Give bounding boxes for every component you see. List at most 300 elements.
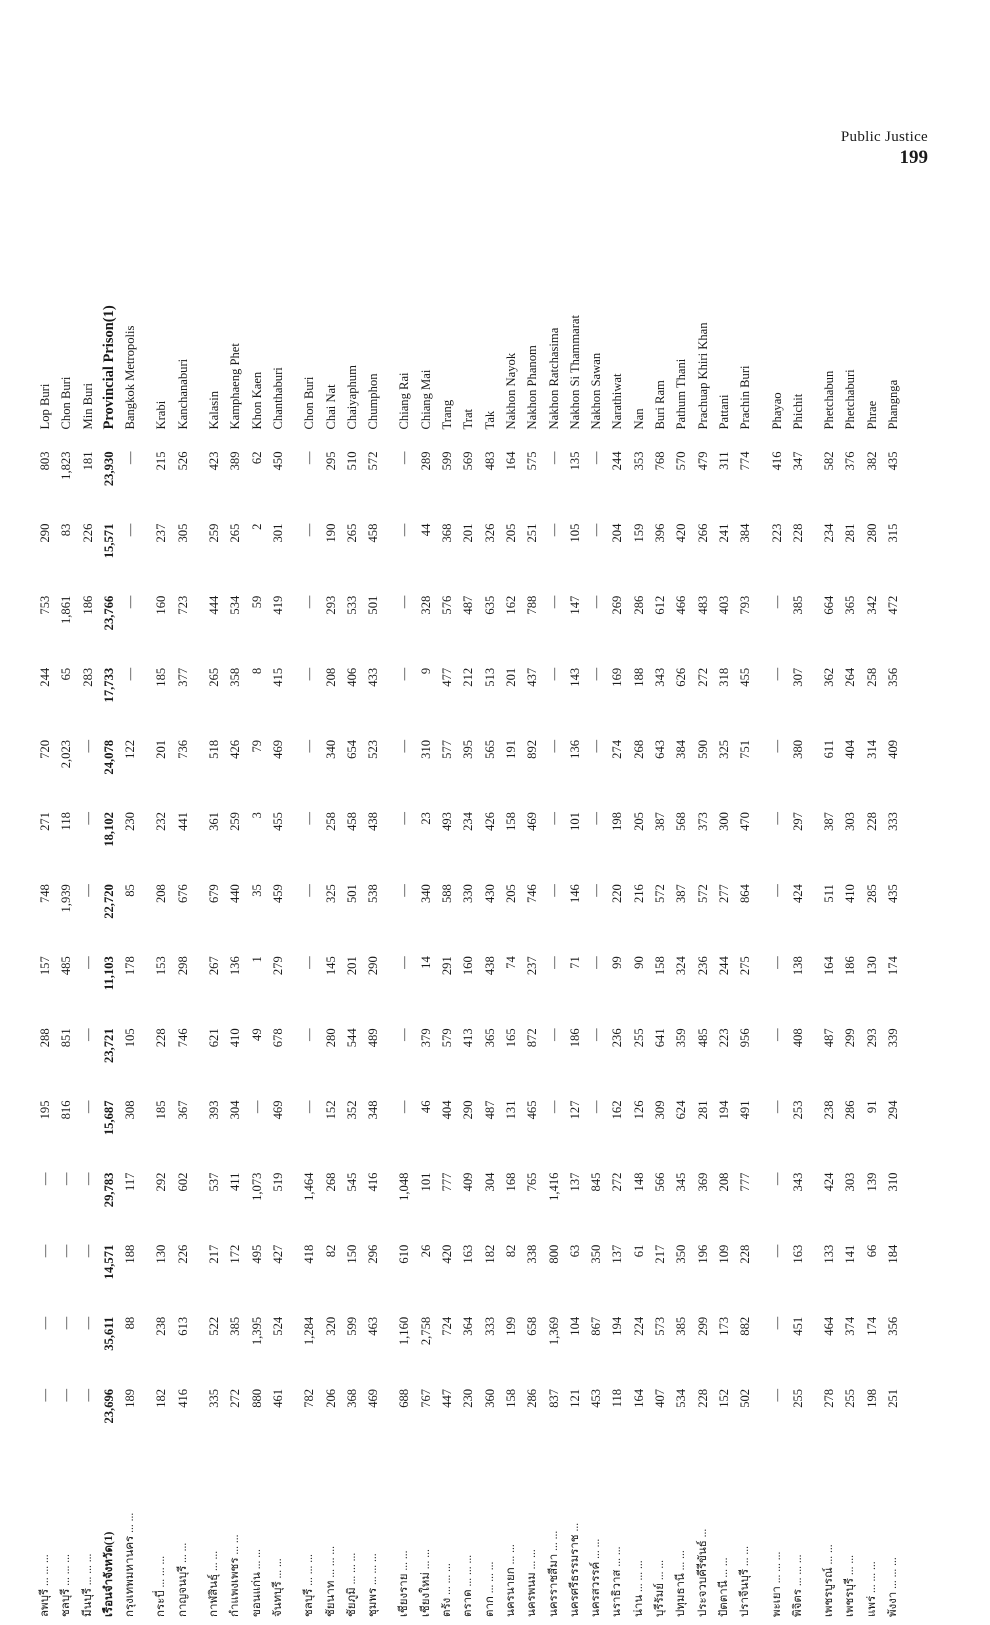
value-cell: 748 xyxy=(38,884,52,904)
value-cell: 872 xyxy=(525,1028,540,1048)
value-cell: 130 xyxy=(864,956,879,976)
english-name-cell: Nakhon Phanom xyxy=(525,345,540,430)
table-row xyxy=(735,195,756,1625)
value-cell: 281 xyxy=(843,523,858,543)
value-cell: 35,611 xyxy=(101,1316,116,1351)
value-cell: 1,416 xyxy=(546,1172,561,1201)
value-cell: 724 xyxy=(440,1316,455,1336)
value-cell: — xyxy=(397,451,412,465)
value-cell: 458 xyxy=(366,523,381,543)
value-cell: 2 xyxy=(249,523,264,530)
value-cell: 258 xyxy=(323,812,338,831)
value-cell: 137 xyxy=(610,1244,625,1264)
value-cell: 215 xyxy=(154,451,169,471)
value-cell: 602 xyxy=(175,1172,190,1192)
value-cell: 299 xyxy=(843,1028,858,1048)
value-cell: 641 xyxy=(653,1028,668,1048)
value-cell: 174 xyxy=(864,1316,879,1336)
english-name-cell: Chaiyaphum xyxy=(344,365,359,430)
value-cell: 426 xyxy=(482,812,497,831)
value-cell: 544 xyxy=(344,1028,359,1048)
value-cell: 1,939 xyxy=(59,884,74,913)
value-cell: 892 xyxy=(525,739,540,759)
value-cell: 109 xyxy=(716,1244,731,1264)
value-cell: 864 xyxy=(738,884,753,904)
value-cell: 362 xyxy=(822,667,837,687)
value-cell: 582 xyxy=(822,451,837,471)
value-cell: 495 xyxy=(249,1244,264,1264)
value-cell: 803 xyxy=(38,451,52,471)
value-cell: 430 xyxy=(482,884,497,904)
value-cell: 487 xyxy=(461,595,476,615)
value-cell: 303 xyxy=(843,812,858,831)
value-cell: 373 xyxy=(695,812,710,831)
value-cell: 612 xyxy=(653,595,668,615)
value-cell: 782 xyxy=(302,1388,317,1408)
value-cell: 339 xyxy=(885,1028,900,1048)
english-name-cell: Nakhon Nayok xyxy=(503,352,518,430)
value-cell: 139 xyxy=(864,1172,879,1192)
value-cell: 101 xyxy=(567,812,582,831)
value-cell: 1,160 xyxy=(397,1316,412,1346)
value-cell: 340 xyxy=(418,884,433,904)
value-cell: 365 xyxy=(843,595,858,615)
value-cell: — xyxy=(302,523,317,537)
value-cell: 14 xyxy=(418,956,433,969)
value-cell: — xyxy=(397,667,412,681)
value-cell: — xyxy=(397,812,412,825)
value-cell: 63 xyxy=(567,1244,582,1258)
value-cell: 483 xyxy=(482,451,497,471)
value-cell: 309 xyxy=(653,1100,668,1120)
table-row xyxy=(247,195,268,1625)
english-name-cell: Phetchabun xyxy=(822,370,837,430)
english-name-cell: Pathum Thani xyxy=(674,358,689,430)
page-number: 199 xyxy=(899,147,928,168)
value-cell: 793 xyxy=(738,595,753,615)
value-cell: 224 xyxy=(631,1316,646,1336)
value-cell: 158 xyxy=(503,1388,518,1408)
value-cell: 364 xyxy=(461,1316,476,1336)
value-cell: 217 xyxy=(207,1244,222,1264)
thai-name-cell: ปราจีนบุรี ... ... xyxy=(739,1545,752,1617)
value-cell: 201 xyxy=(154,739,169,759)
value-cell: 281 xyxy=(695,1100,710,1120)
english-name-cell: Min Buri xyxy=(80,382,95,430)
value-cell: 1 xyxy=(249,956,264,963)
value-cell: — xyxy=(397,739,412,753)
table-row xyxy=(120,195,141,1625)
table-row xyxy=(522,195,543,1625)
thai-name-cell: เชียงใหม่ ... ... xyxy=(419,1549,432,1617)
value-cell: 158 xyxy=(503,812,518,831)
value-cell: 410 xyxy=(843,884,858,904)
value-cell: 105 xyxy=(123,1028,138,1048)
value-cell: 519 xyxy=(270,1172,285,1192)
value-cell: 485 xyxy=(59,956,74,976)
value-cell: — xyxy=(546,1028,561,1041)
value-cell: 182 xyxy=(482,1244,497,1264)
value-cell: 524 xyxy=(270,1316,285,1336)
value-cell: 403 xyxy=(716,595,731,615)
value-cell: 572 xyxy=(366,451,381,471)
value-cell: 255 xyxy=(631,1028,646,1048)
value-cell: 304 xyxy=(228,1100,243,1120)
value-cell: 226 xyxy=(80,523,95,543)
value-cell: — xyxy=(546,956,561,969)
value-cell: 118 xyxy=(59,812,74,831)
value-cell: — xyxy=(589,1100,604,1114)
english-name-cell: Trang xyxy=(440,399,455,430)
value-cell: 570 xyxy=(674,451,689,471)
english-name-cell: Bangkok Metropolis xyxy=(123,325,138,430)
value-cell: 298 xyxy=(175,956,190,976)
value-cell: 15,687 xyxy=(101,1100,116,1136)
thai-name-cell: กาฬสินธุ์ ... ... xyxy=(208,1550,221,1617)
english-name-cell: Phetchaburi xyxy=(843,369,858,430)
english-name-cell: Chumphon xyxy=(366,373,381,430)
value-cell: 816 xyxy=(59,1100,74,1120)
value-cell: 676 xyxy=(175,884,190,904)
value-cell: 469 xyxy=(366,1388,381,1408)
value-cell: 626 xyxy=(674,667,689,687)
value-cell: 275 xyxy=(738,956,753,976)
value-cell: 314 xyxy=(864,739,879,759)
value-cell: 654 xyxy=(344,739,359,759)
table-row xyxy=(458,195,479,1625)
value-cell: 18,102 xyxy=(101,812,116,847)
value-cell: 91 xyxy=(864,1100,879,1114)
thai-name-cell: จันทบุรี ... ... xyxy=(271,1558,284,1617)
value-cell: 470 xyxy=(738,812,753,831)
value-cell: 135 xyxy=(567,451,582,471)
value-cell: 174 xyxy=(885,956,900,976)
thai-name-cell: นครราชสีมา ... ... xyxy=(547,1530,560,1617)
value-cell: 90 xyxy=(631,956,646,969)
value-cell: 624 xyxy=(674,1100,689,1120)
value-cell: 59 xyxy=(249,595,264,609)
value-cell: 162 xyxy=(610,1100,625,1120)
value-cell: 17,733 xyxy=(101,667,116,703)
thai-name-cell: กาญจนบุรี ... ... xyxy=(176,1542,189,1617)
value-cell: 259 xyxy=(207,523,222,543)
value-cell: 385 xyxy=(790,595,805,615)
value-cell: 269 xyxy=(610,595,625,615)
thai-name-cell: นราธิวาส ... ... xyxy=(611,1546,624,1617)
value-cell: 419 xyxy=(270,595,285,615)
value-cell: 483 xyxy=(695,595,710,615)
value-cell: — xyxy=(769,1316,784,1330)
value-cell: 376 xyxy=(843,451,858,471)
value-cell: 328 xyxy=(418,595,433,615)
value-cell: 463 xyxy=(366,1316,381,1336)
value-cell: 534 xyxy=(228,595,243,615)
value-cell: 85 xyxy=(123,884,138,897)
value-cell: 348 xyxy=(366,1100,381,1120)
value-cell: 590 xyxy=(695,739,710,759)
thai-name-cell: นครศรีธรรมราช ... xyxy=(568,1522,581,1617)
value-cell: 79 xyxy=(249,739,264,753)
value-cell: 205 xyxy=(631,812,646,831)
value-cell: 293 xyxy=(323,595,338,615)
value-cell: 292 xyxy=(154,1172,169,1192)
value-cell: — xyxy=(123,667,138,681)
value-cell: 228 xyxy=(738,1244,753,1264)
thai-name-cell: ตราด ... ... ... xyxy=(462,1554,475,1617)
value-cell: 251 xyxy=(885,1388,900,1408)
value-cell: 146 xyxy=(567,884,582,904)
value-cell: 469 xyxy=(525,812,540,831)
value-cell: 160 xyxy=(154,595,169,615)
table-row xyxy=(809,195,840,1625)
value-cell: 288 xyxy=(38,1028,52,1048)
value-cell: — xyxy=(38,1316,52,1330)
value-cell: 1,284 xyxy=(302,1316,317,1346)
thai-name-cell: เพชรบูรณ์ ... ... xyxy=(823,1544,836,1617)
page-header-title: Public Justice xyxy=(840,129,928,145)
value-cell: 205 xyxy=(503,523,518,543)
value-cell: — xyxy=(302,1100,317,1114)
value-cell: 220 xyxy=(610,884,625,904)
value-cell: 303 xyxy=(843,1172,858,1192)
value-cell: 280 xyxy=(323,1028,338,1048)
value-cell: 352 xyxy=(344,1100,359,1120)
value-cell: 290 xyxy=(461,1100,476,1120)
value-cell: — xyxy=(397,523,412,537)
value-cell: 387 xyxy=(822,812,837,831)
value-cell: 182 xyxy=(154,1388,169,1408)
value-cell: 523 xyxy=(366,739,381,759)
value-cell: 533 xyxy=(344,595,359,615)
value-cell: — xyxy=(546,523,561,537)
value-cell: — xyxy=(769,667,784,681)
english-name-cell: Phayao xyxy=(769,392,784,430)
value-cell: 658 xyxy=(525,1316,540,1336)
value-cell: 420 xyxy=(440,1244,455,1264)
value-cell: 572 xyxy=(695,884,710,904)
value-cell: 765 xyxy=(525,1172,540,1192)
value-cell: 459 xyxy=(270,884,285,904)
table-row xyxy=(714,195,735,1625)
value-cell: 127 xyxy=(567,1100,582,1120)
value-cell: 234 xyxy=(822,523,837,543)
value-cell: 265 xyxy=(207,667,222,687)
value-cell: 377 xyxy=(175,667,190,687)
value-cell: 573 xyxy=(653,1316,668,1336)
value-cell: 189 xyxy=(123,1388,138,1408)
value-cell: 131 xyxy=(503,1100,518,1120)
value-cell: 416 xyxy=(366,1172,381,1192)
value-cell: 255 xyxy=(790,1388,805,1408)
value-cell: 268 xyxy=(631,739,646,759)
english-name-cell: Kamphaeng Phet xyxy=(228,343,243,430)
table-row xyxy=(225,195,246,1625)
value-cell: 469 xyxy=(270,1100,285,1120)
value-cell: 342 xyxy=(864,595,879,615)
thai-name-cell: ปัตตานี ... ... xyxy=(717,1557,730,1617)
value-cell: — xyxy=(769,884,784,897)
value-cell: 88 xyxy=(123,1316,138,1330)
value-cell: — xyxy=(589,1028,604,1041)
english-name-cell: Tak xyxy=(482,410,497,430)
value-cell: 404 xyxy=(440,1100,455,1120)
value-cell: 23,696 xyxy=(101,1388,116,1424)
value-cell: 427 xyxy=(270,1244,285,1264)
value-cell: 369 xyxy=(695,1172,710,1192)
value-cell: 502 xyxy=(738,1388,753,1408)
value-cell: 501 xyxy=(344,884,359,904)
value-cell: — xyxy=(589,451,604,465)
value-cell: 201 xyxy=(344,956,359,976)
value-cell: 121 xyxy=(567,1388,582,1408)
value-cell: — xyxy=(38,1172,52,1186)
value-cell: 489 xyxy=(366,1028,381,1048)
value-cell: 487 xyxy=(482,1100,497,1120)
value-cell: 435 xyxy=(885,884,900,904)
value-cell: 272 xyxy=(228,1388,243,1408)
value-cell: 205 xyxy=(503,884,518,904)
value-cell: 340 xyxy=(323,739,338,759)
value-cell: 186 xyxy=(567,1028,582,1048)
value-cell: — xyxy=(546,667,561,681)
value-cell: 723 xyxy=(175,595,190,615)
value-cell: 237 xyxy=(525,956,540,976)
english-name-cell: Chiang Rai xyxy=(397,372,412,430)
value-cell: 168 xyxy=(503,1172,518,1192)
value-cell: 380 xyxy=(790,739,805,759)
value-cell: — xyxy=(546,451,561,465)
value-cell: 15,571 xyxy=(101,523,116,559)
value-cell: 11,103 xyxy=(101,956,116,991)
value-cell: 444 xyxy=(207,595,222,615)
value-cell: 293 xyxy=(864,1028,879,1048)
value-cell: 746 xyxy=(525,884,540,904)
value-cell: 217 xyxy=(653,1244,668,1264)
thai-name-cell: กรุงเทพมหานคร ... ... xyxy=(124,1512,137,1617)
value-cell: 143 xyxy=(567,667,582,687)
value-cell: 152 xyxy=(323,1100,338,1120)
thai-name-cell: พังงา ... ... ... xyxy=(886,1557,899,1617)
value-cell: 305 xyxy=(175,523,190,543)
value-cell: — xyxy=(80,812,95,825)
value-cell: 389 xyxy=(228,451,243,471)
value-cell: 491 xyxy=(738,1100,753,1120)
value-cell: 204 xyxy=(610,523,625,543)
value-cell: 387 xyxy=(653,812,668,831)
value-cell: 424 xyxy=(790,884,805,904)
value-cell: 451 xyxy=(790,1316,805,1336)
value-cell: 538 xyxy=(366,884,381,904)
value-cell: — xyxy=(38,1388,52,1402)
value-cell: — xyxy=(589,667,604,681)
thai-name-cell: ตรัง ... ... ... xyxy=(441,1563,454,1617)
value-cell: 117 xyxy=(123,1172,138,1192)
value-cell: 66 xyxy=(864,1244,879,1258)
value-cell: 244 xyxy=(38,667,52,687)
value-cell: 286 xyxy=(631,595,646,615)
table-row xyxy=(757,195,788,1625)
value-cell: 191 xyxy=(503,739,518,759)
value-cell: 253 xyxy=(790,1100,805,1120)
value-cell: 279 xyxy=(270,956,285,976)
thai-name-cell: ประจวบคีรีขันธ์ ... xyxy=(696,1528,709,1617)
value-cell: 767 xyxy=(418,1388,433,1408)
value-cell: 186 xyxy=(80,595,95,615)
english-name-cell: Phangnga xyxy=(885,379,900,430)
value-cell: 753 xyxy=(38,595,52,615)
value-cell: 130 xyxy=(154,1244,169,1264)
value-cell: 160 xyxy=(461,956,476,976)
value-cell: 241 xyxy=(716,523,731,543)
value-cell: 350 xyxy=(674,1244,689,1264)
value-cell: 385 xyxy=(228,1316,243,1336)
value-cell: — xyxy=(769,1388,784,1402)
value-cell: 2,023 xyxy=(59,739,74,769)
value-cell: 384 xyxy=(738,523,753,543)
value-cell: 9 xyxy=(418,667,433,675)
value-cell: 169 xyxy=(610,667,625,687)
value-cell: 1,073 xyxy=(249,1172,264,1201)
value-cell: 216 xyxy=(631,884,646,904)
value-cell: 746 xyxy=(175,1028,190,1048)
value-cell: 49 xyxy=(249,1028,264,1041)
value-cell: — xyxy=(397,1028,412,1041)
value-cell: 237 xyxy=(154,523,169,543)
value-cell: 455 xyxy=(270,812,285,831)
value-cell: 82 xyxy=(323,1244,338,1258)
value-cell: — xyxy=(589,595,604,609)
value-cell: 851 xyxy=(59,1028,74,1048)
value-cell: 416 xyxy=(769,451,784,471)
value-cell: 1,395 xyxy=(249,1316,264,1346)
value-cell: 599 xyxy=(440,451,455,471)
value-cell: 358 xyxy=(228,667,243,687)
value-cell: 438 xyxy=(366,812,381,831)
value-cell: 299 xyxy=(695,1316,710,1336)
value-cell: 751 xyxy=(738,739,753,759)
value-cell: — xyxy=(302,595,317,609)
value-cell: 274 xyxy=(610,739,625,759)
english-name-cell: Prachin Buri xyxy=(738,365,753,430)
table-row xyxy=(35,195,56,1625)
prison-statistics-table xyxy=(35,195,904,1625)
value-cell: 310 xyxy=(418,739,433,759)
value-cell: 164 xyxy=(631,1388,646,1408)
value-cell: 440 xyxy=(228,884,243,904)
english-name-cell: Phrae xyxy=(864,400,879,430)
value-cell: 136 xyxy=(567,739,582,759)
value-cell: 393 xyxy=(207,1100,222,1120)
value-cell: 223 xyxy=(716,1028,731,1048)
value-cell: 333 xyxy=(482,1316,497,1336)
value-cell: — xyxy=(59,1388,74,1402)
table-row xyxy=(173,195,194,1625)
value-cell: 74 xyxy=(503,956,518,969)
thai-name-cell: ตาก ... ... ... xyxy=(483,1561,496,1617)
value-cell: 272 xyxy=(695,667,710,687)
english-name-cell: Kalasin xyxy=(207,391,222,430)
value-cell: 575 xyxy=(525,451,540,471)
value-cell: 163 xyxy=(461,1244,476,1264)
value-cell: 194 xyxy=(716,1100,731,1120)
english-name-cell: Buri Ram xyxy=(653,380,668,430)
value-cell: 286 xyxy=(843,1100,858,1120)
value-cell: 526 xyxy=(175,451,190,471)
value-cell: — xyxy=(123,595,138,609)
value-cell: — xyxy=(302,812,317,825)
value-cell: 23,766 xyxy=(101,595,116,631)
table-row xyxy=(586,195,607,1625)
